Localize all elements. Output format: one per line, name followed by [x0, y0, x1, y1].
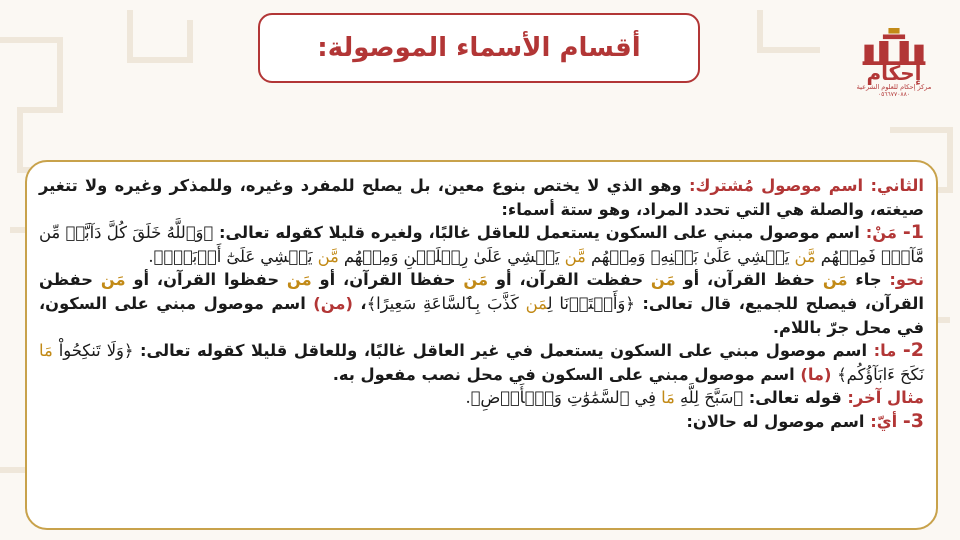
example-1-paragraph	[39, 268, 924, 339]
example-1-t2: حفظ القرآن، أو	[675, 270, 823, 290]
example-1-mark-3: مَن	[463, 270, 489, 290]
item-2-number: 2-	[902, 339, 925, 362]
logo-emblem-icon	[858, 28, 930, 65]
example-1-mark-5: مَن	[100, 270, 126, 290]
example-1-t1: جاء	[847, 270, 890, 290]
example-1-verse-b: كَذَّبَ بِٱلسَّاعَةِ سَعِيرًا﴾	[366, 293, 526, 313]
item-1-text: اسم موصول مبني على السكون يستعمل للعاقل غالبًا، ولغيره قليلا كقوله تعالى:	[213, 223, 866, 243]
logo-phone: ٠٥٦٦٧٧٠٨٨٠	[877, 91, 911, 98]
example-2-label: مثال آخر:	[847, 388, 924, 408]
example-1-mark-4: مَن	[286, 270, 312, 290]
example-1-verse-a: ﴿وَأَعۡتَدۡنَا لِ	[547, 293, 635, 313]
item-2-verse-b: نَكَحَ ءَابَآؤُكُم﴾	[837, 364, 924, 384]
item-1-paragraph	[39, 221, 924, 268]
example-1-label: نحو:	[889, 270, 924, 290]
item-1-verse-mark-2: مَّن	[564, 246, 586, 266]
page-title: أقسام الأسماء الموصولة:	[317, 33, 641, 63]
example-1-verse-mark: مَن	[525, 293, 548, 313]
item-1-verse-d: يَمۡشِي عَلَىٰٓ أَرۡبَعٖۚ﴾.	[148, 246, 318, 266]
item-2-label: ما:	[873, 341, 897, 361]
example-2-verse-b: فِي ٱلسَّمَٰوَٰتِ وَٱلۡأَرۡضِ﴾.	[465, 388, 662, 408]
example-2-paragraph	[39, 386, 924, 410]
item-3-number: 3-	[902, 409, 924, 432]
item-1-verse-mark-1: مَّن	[794, 246, 816, 266]
item-1-number: 1-	[902, 221, 925, 244]
example-1-paren: (من)	[313, 293, 353, 313]
item-1-verse-a: ﴿وَٱللَّهُ خَلَقَ كُلَّ دَآبَّةٖ مِّن مَّآءٖۖ فَمِنۡهُم	[39, 223, 924, 266]
example-2-text: قوله تعالى:	[743, 388, 848, 408]
intro-text: وهو الذي لا يختص بنوع معين، بل يصلح للمفرد وغيره، وللمذكر وغيره ولا تتغير صيغته، والصلة هي التي تحدد المراد، وهو ستة أسماء:	[39, 176, 924, 219]
item-3-paragraph	[39, 410, 924, 434]
item-1-label: مَنْ:	[865, 223, 897, 243]
intro-paragraph	[39, 174, 924, 221]
item-2-paren: (ما)	[800, 364, 838, 384]
example-1-t3: حفظت القرآن، أو	[488, 270, 651, 290]
item-2-text-2: اسم موصول مبني على السكون في محل نصب مفعول به.	[332, 364, 801, 384]
example-1-mark-2: مَن	[650, 270, 676, 290]
logo-subtitle: مركز إحكام للعلوم الشرعية	[856, 83, 932, 91]
content-box	[25, 160, 938, 530]
item-1-verse-b: يَمۡشِي عَلَىٰ بَطۡنِهِۦ وَمِنۡهُم	[585, 246, 795, 266]
example-1-t7: ،	[352, 293, 367, 313]
item-2-verse-a: ﴿وَلَا تَنكِحُواْ	[52, 341, 134, 361]
item-3-text: اسم موصول له حالان:	[686, 411, 871, 431]
lesson-text	[39, 174, 924, 434]
example-2-verse-mark: مَا	[661, 388, 675, 408]
item-1-verse-c: يَمۡشِي عَلَىٰ رِجۡلَيۡنِ وَمِنۡهُم	[338, 246, 565, 266]
logo-name: إحكام	[866, 61, 922, 85]
example-2-verse-a: ﴿سَبَّحَ لِلَّهِ	[674, 388, 744, 408]
item-2-verse-mark: مَا	[39, 341, 53, 361]
item-3-label: أيّ:	[870, 411, 898, 431]
intro-heading: الثاني: اسم موصول مُشترك:	[688, 176, 924, 195]
example-1-mark-1: مَن	[822, 270, 848, 290]
example-1-t6: حفظن القرآن، فيصلح للجميع، قال تعالى:	[39, 270, 924, 313]
logo	[848, 28, 940, 98]
example-1-t4: حفظا القرآن، أو	[311, 270, 464, 290]
item-2-paragraph	[39, 339, 924, 386]
title-box	[258, 13, 700, 83]
example-1-t8: اسم موصول مبني على السكون، في محل جرّ باللام.	[39, 293, 924, 337]
item-2-text: اسم موصول مبني على السكون يستعمل في غير العاقل غالبًا، وللعاقل قليلا كقوله تعالى:	[133, 341, 874, 361]
example-1-t5: حفظوا القرآن، أو	[125, 270, 287, 290]
item-1-verse-mark-3: مَّن	[317, 246, 339, 266]
